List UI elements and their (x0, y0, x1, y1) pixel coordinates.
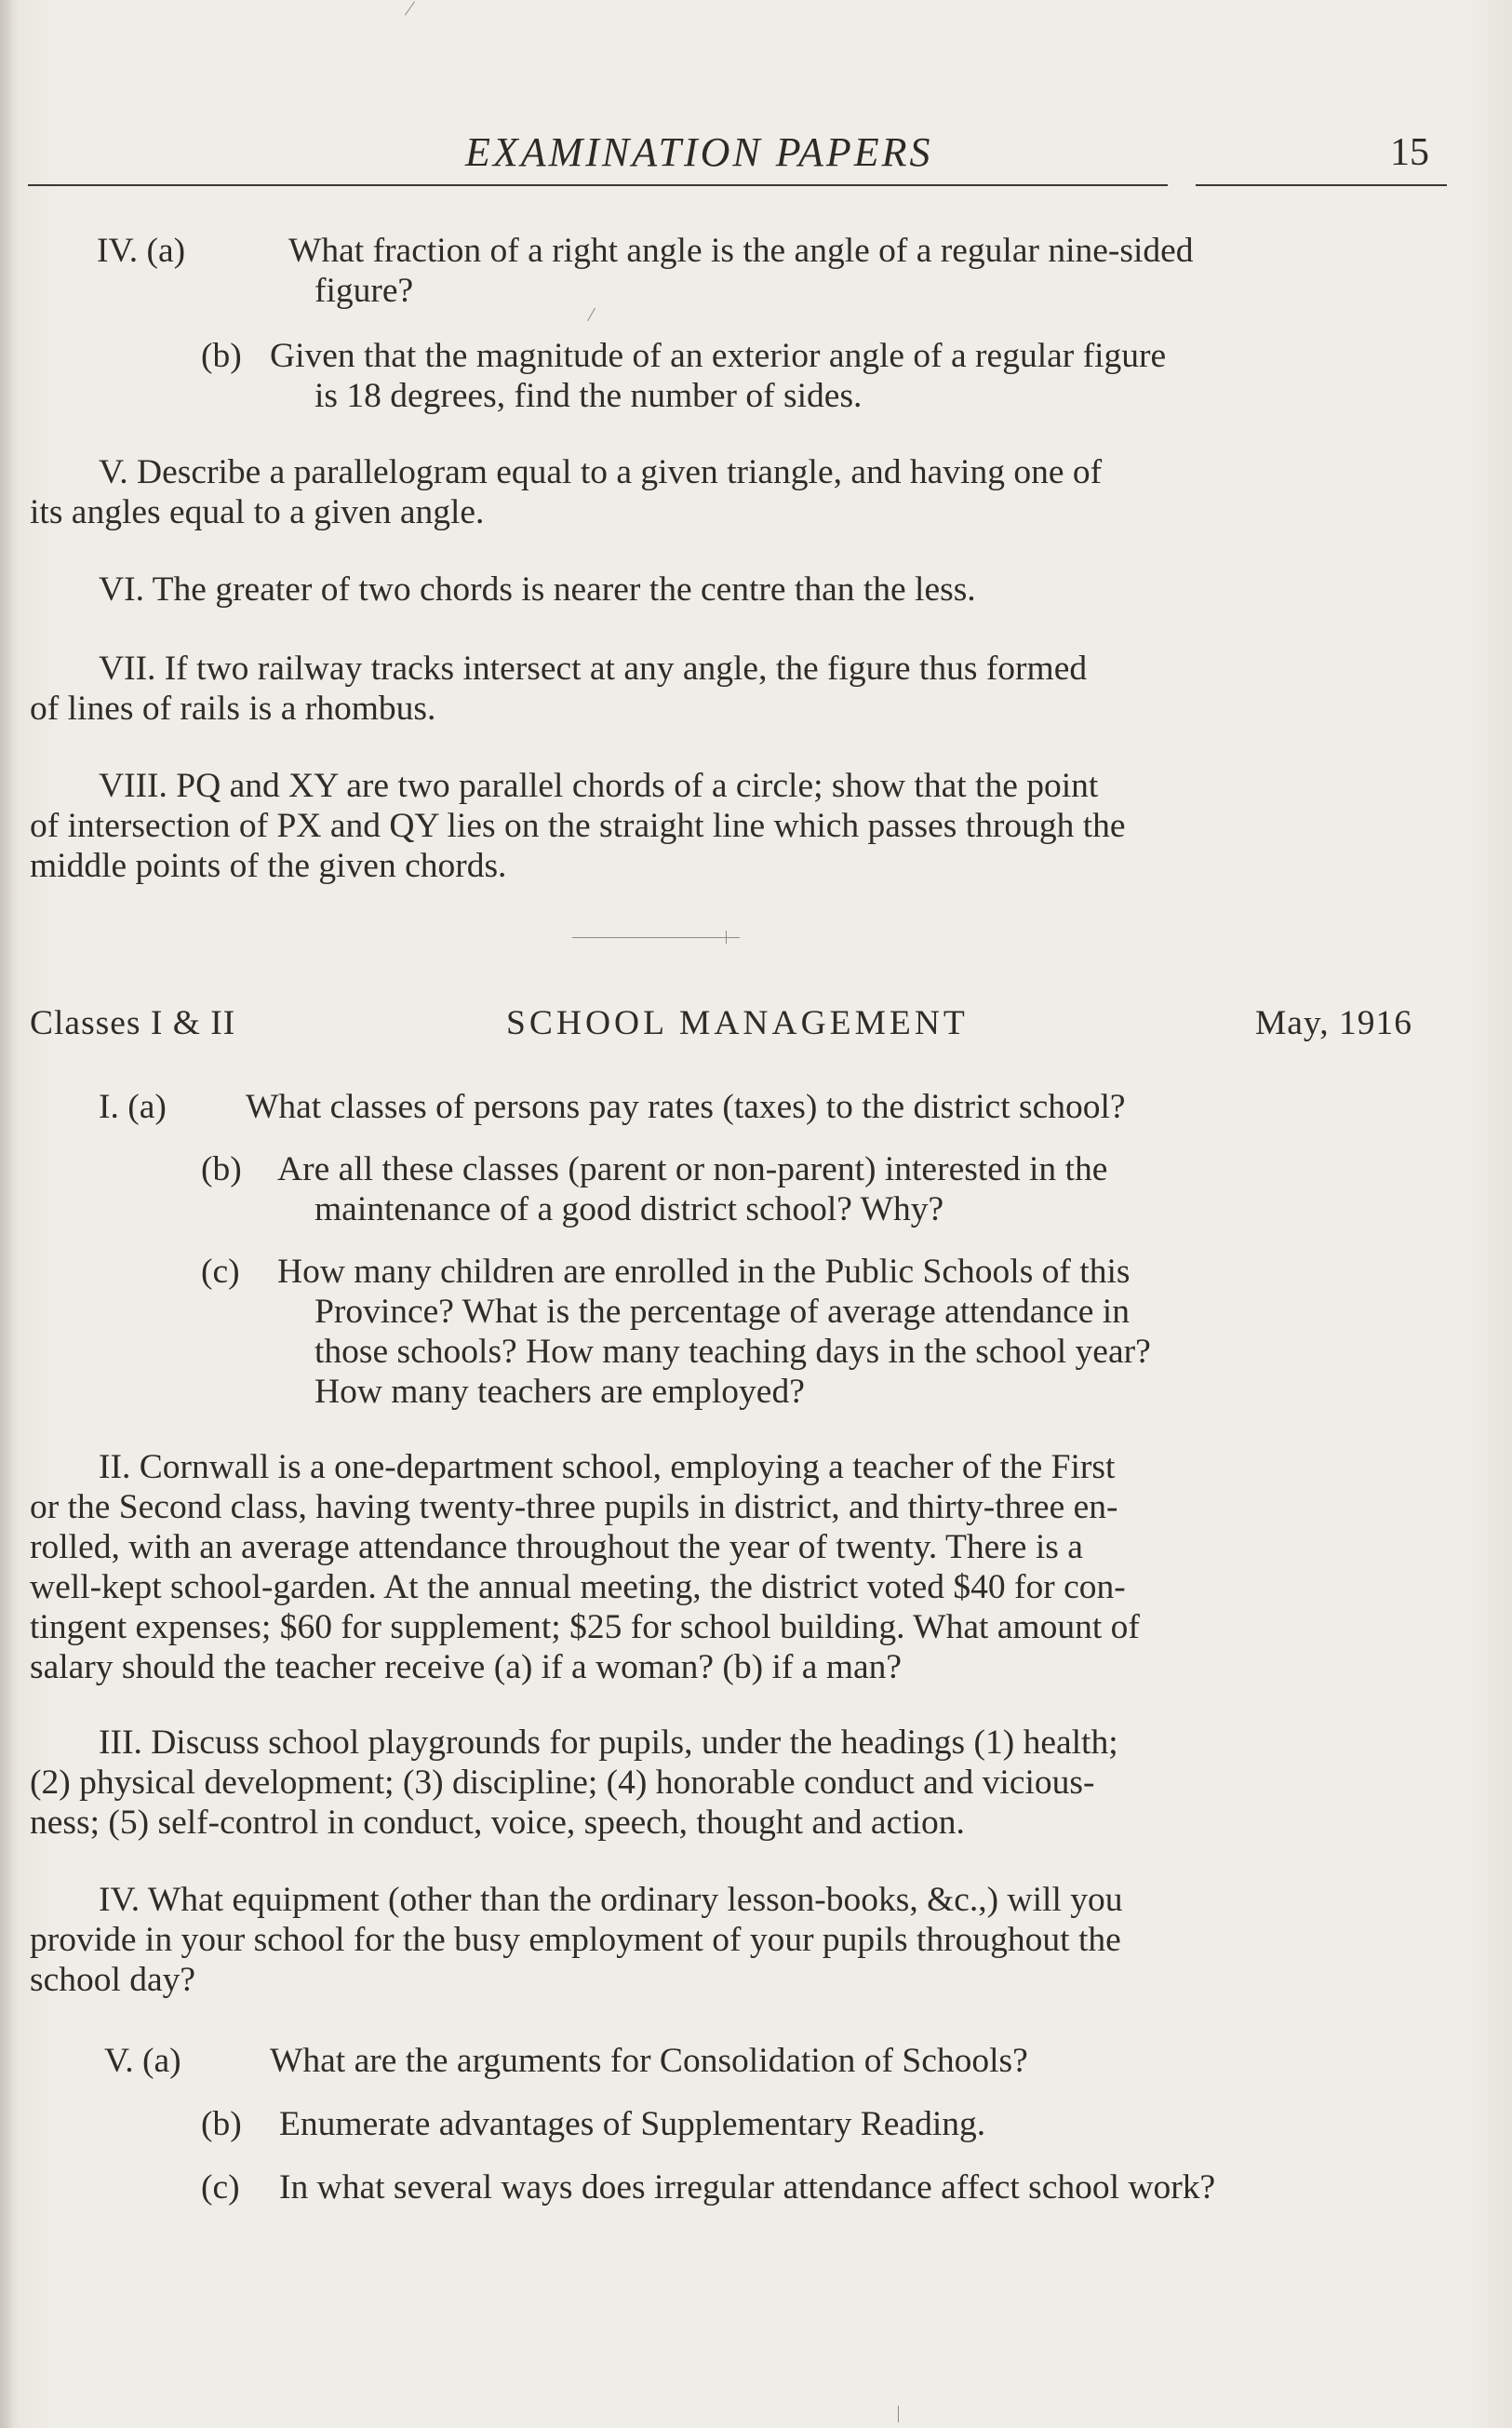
question-line: salary should the teacher receive (a) if a woman? (b) if a man? (30, 1648, 903, 1686)
section-header (30, 1003, 1425, 1050)
question-line: VIII. PQ and XY are two parallel chords of a circle; show that the point (99, 767, 1099, 805)
binding-shadow (0, 0, 13, 2428)
question-label: (b) (201, 2105, 242, 2143)
question-line: Are all these classes (parent or non-parent) interested in the (277, 1150, 1108, 1188)
scan-mark (898, 2406, 899, 2422)
question-label: I. (a) (99, 1088, 167, 1126)
question-line: of intersection of PX and QY lies on the straight line which passes through the (30, 807, 1126, 845)
question-line: (2) physical development; (3) discipline; (4) honorable conduct and vicious- (30, 1764, 1095, 1802)
question-line: is 18 degrees, find the number of sides. (314, 377, 863, 415)
question-label: (b) (201, 337, 242, 375)
question-line: school day? (30, 1961, 196, 1999)
question-line: or the Second class, having twenty-three pupils in district, and thirty-three en- (30, 1488, 1118, 1526)
question-line: In what several ways does irregular attendance affect school work? (279, 2168, 1216, 2207)
section-divider (572, 937, 740, 938)
question-label: (c) (201, 2168, 240, 2207)
section-title: SCHOOL MANAGEMENT (506, 1004, 969, 1042)
question-line: How many children are enrolled in the Public Schools of this (277, 1253, 1131, 1291)
question-label: (b) (201, 1150, 242, 1188)
question-line: IV. What equipment (other than the ordinary lesson-books, &c.,) will you (99, 1881, 1123, 1919)
scan-mark (587, 308, 595, 321)
question-line: How many teachers are employed? (314, 1373, 805, 1411)
running-head: EXAMINATION PAPERS (465, 129, 933, 175)
question-line: VI. The greater of two chords is nearer the centre than the less. (99, 570, 976, 609)
question-line: Enumerate advantages of Supplementary Reading. (279, 2105, 986, 2143)
question-line: middle points of the given chords. (30, 847, 507, 885)
question-line: What are the arguments for Consolidation of Schools? (270, 2042, 1028, 2080)
question-label: (c) (201, 1253, 240, 1291)
question-line: its angles equal to a given angle. (30, 493, 485, 531)
scan-mark (405, 1, 415, 15)
question-line: figure? (314, 272, 414, 310)
question-line: VII. If two railway tracks intersect at any angle, the figure thus formed (99, 650, 1088, 688)
question-line: V. Describe a parallelogram equal to a given triangle, and having one of (99, 453, 1103, 491)
question-line: well-kept school-garden. At the annual meeting, the district voted $40 for con- (30, 1568, 1126, 1606)
scan-mark (726, 931, 727, 944)
question-line: tingent expenses; $60 for supplement; $25 for school building. What amount of (30, 1608, 1140, 1646)
question-line: Given that the magnitude of an exterior angle of a regular figure (270, 337, 1167, 375)
question-line: those schools? How many teaching days in the school year? (314, 1333, 1151, 1371)
question-label: V. (a) (104, 2042, 181, 2080)
question-line: Province? What is the percentage of average attendance in (314, 1293, 1130, 1331)
page-header (28, 123, 1429, 188)
question-line: What fraction of a right angle is the angle of a regular nine-sided (288, 232, 1194, 270)
question-line: ness; (5) self-control in conduct, voice, speech, thought and action. (30, 1804, 965, 1842)
classes-label: Classes I & II (30, 1004, 236, 1042)
question-line: rolled, with an average attendance throughout the year of twenty. There is a (30, 1528, 1083, 1566)
question-line: II. Cornwall is a one-department school, employing a teacher of the First (99, 1448, 1116, 1486)
question-line: maintenance of a good district school? Why? (314, 1190, 944, 1228)
header-rule (28, 184, 1168, 186)
question-label: IV. (a) (97, 232, 186, 270)
question-line: of lines of rails is a rhombus. (30, 690, 436, 728)
question-line: provide in your school for the busy employment of your pupils throughout the (30, 1921, 1121, 1959)
exam-date: May, 1916 (1254, 1004, 1412, 1042)
header-rule-end (1196, 184, 1447, 186)
question-line: III. Discuss school playgrounds for pupils, under the headings (1) health; (99, 1724, 1118, 1762)
question-line: What classes of persons pay rates (taxes) to the district school? (246, 1088, 1126, 1126)
page-number: 15 (1390, 131, 1429, 174)
